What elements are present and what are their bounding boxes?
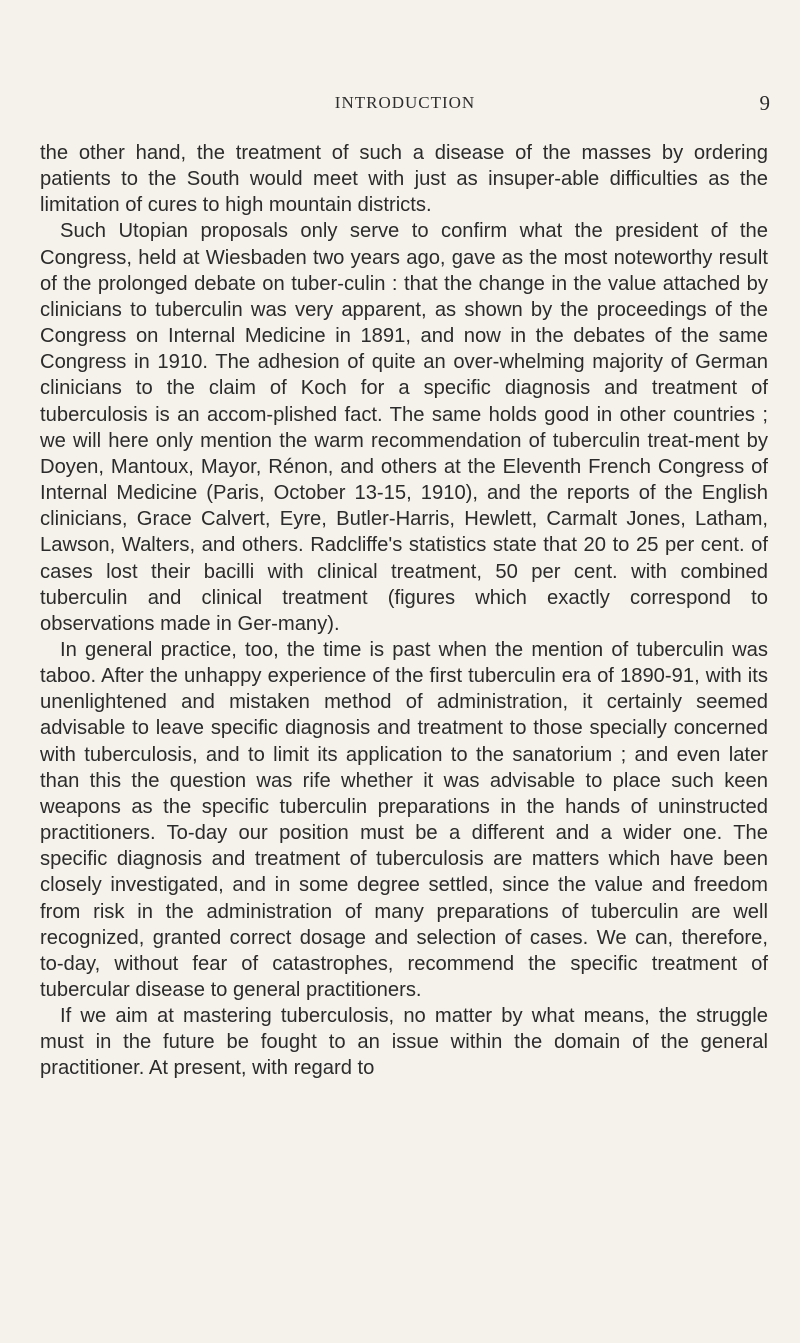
paragraph-2: Such Utopian proposals only serve to confirm what the president of the Congress, held at Wiesbaden two years ago, gave as the most noteworthy result of the prolonged debate on tuber-culin : that the change in the value attached by clinicians to tuberculin was very apparent, as shown by the proceedings of the Congress on Internal Medicine in 1891, and now in the debates of the same Congress in 1910. The adhesion of quite an over-whelming majority of German clinicians to the claim of Koch for a specific diagnosis and treatment of tuberculosis is an accom-plished fact. The same holds good in other countries ; we will here only mention the warm recommendation of tuberculin treat-ment by Doyen, Mantoux, Mayor, Rénon, and others at the Eleventh French Congress of Internal Medicine (Paris, October 13-15, 1910), and the reports of the English clinicians, Grace Calvert, Eyre, Butler-Harris, Hewlett, Carmalt Jones, Latham, Lawson, Walters, and others. Radcliffe's statistics state that 20 to 25 per cent. of cases lost their bacilli with clinical treatment, 50 per cent. with combined tuberculin and clinical treatment (figures which exactly correspond to observations made in Ger-many). bbox=[40, 220, 768, 635]
paragraph-1: the other hand, the treatment of such a disease of the masses by ordering patients to the South would meet with just as insuper-able difficulties as the limitation of cures to high mountain districts. bbox=[40, 142, 768, 217]
paragraph-3: In general practice, too, the time is past when the mention of tuberculin was taboo. After the unhappy experience of the first tuberculin era of 1890-91, with its unenlightened and mistaken method of administration, it certainly seemed advisable to leave specific diagnosis and treatment to those specially concerned with tuberculosis, and to limit its application to the sanatorium ; and even later than this the question was rife whether it was advisable to place such keen weapons as the specific tuberculin preparations in the hands of uninstructed practitioners. To-day our position must be a different and a wider one. The specific diagnosis and treatment of tuberculosis are matters which have been closely investigated, and in some degree settled, since the value and freedom from risk in the administration of many preparations of tuberculin are well recognized, granted correct dosage and selection of cases. We can, therefore, to-day, without fear of catastrophes, recommend the specific treatment of tubercular disease to general practitioners. bbox=[40, 638, 768, 1001]
running-head: INTRODUCTION bbox=[334, 93, 476, 112]
page-number: 9 bbox=[759, 91, 770, 115]
page-header bbox=[40, 93, 770, 119]
body-text bbox=[40, 140, 768, 1082]
paragraph-4: If we aim at mastering tuberculosis, no matter by what means, the struggle must in the future be fought to an issue within the domain of the general practitioner. At present, with regard to bbox=[40, 1005, 768, 1080]
